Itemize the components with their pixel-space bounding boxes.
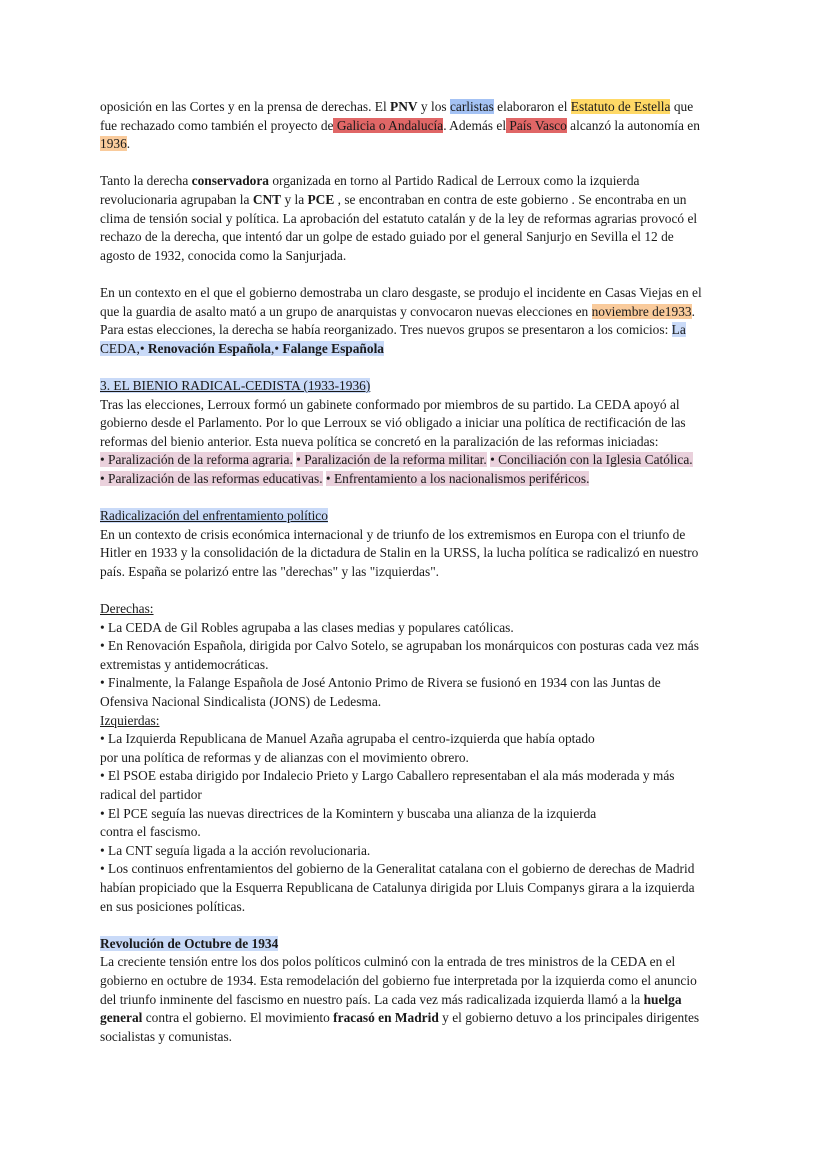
text-line: clima de tensión social y política. La aprobación del estatuto catalán y de la ley de reformas agrarias provocó el [100,210,698,226]
text-line: Tras las elecciones, Lerroux formó un gabinete conformado por miembros de su partido. La CEDA apoyó al [100,396,680,412]
text-line: La creciente tensión entre los dos polos políticos culminó con la entrada de tres ministros de la CEDA en el [100,954,676,970]
bullet-line [100,451,732,470]
subheading-derechas: Derechas: [100,601,154,617]
highlight-noviembre-1933: noviembre de1933 [591,303,692,319]
section-revolucion-octubre [100,935,732,1047]
text-line: • El PCE seguía las nuevas directrices de la Komintern y buscaba una alianza de la izquierda [100,805,597,821]
text-line: gobierno desde el Parlamento. Por lo que Lerroux se vió obligado a iniciar una política de rectificación de las [100,415,686,431]
highlight-bullet: • Conciliación con la Iglesia Católica. [490,452,693,468]
highlight-galicia-andalucia: Galicia o Andalucía [333,117,444,133]
highlight-bullet: • Enfrentamiento a los nacionalismos periféricos. [325,470,590,486]
subheading-izquierdas: Izquierdas: [100,712,160,728]
highlight-year-1936: 1936 [100,136,127,152]
text-line: oposición en las Cortes y en la prensa de derechas. El PNV y los carlistas elaboraron el Estatuto de Estella que [100,99,694,114]
text-line: • La CNT seguía ligada a la acción revolucionaria. [100,842,371,858]
text-line: En un contexto de crisis económica internacional y de triunfo de los extremismos en Europa con el triunfo de [100,526,686,542]
text-line: Para estas elecciones, la derecha se había reorganizado. Tres nuevos grupos se presentaron a los comicios: La [100,322,686,338]
text-line: en sus posiciones políticas. [100,898,246,914]
text-line: revolucionaria agrupaban la CNT y la PCE , se encontraban en contra de este gobierno . Se encontraba en un [100,191,687,207]
text-line: fue rechazado como también el proyecto de Galicia o Andalucía. Además el País Vasco alcanzó la autonomía en [100,117,700,133]
highlight-estatuto-estella: Estatuto de Estella [570,99,671,114]
section-bienio-radical-cedista [100,377,732,489]
section-radicalizacion [100,507,732,581]
paragraph-elections [100,284,732,358]
highlight-parties: CEDA,• Renovación Española,• Falange Española [100,340,384,356]
text-line: general contra el gobierno. El movimiento fracasó en Madrid y el gobierno detuvo a los principales dirigentes [100,1010,700,1026]
text-line: extremistas y antidemocráticas. [100,656,269,672]
highlight-bullet: • Paralización de la reforma agraria. [100,452,293,468]
text-line: Tanto la derecha conservadora organizada en torno al Partido Radical de Lerroux como la izquierda [100,173,640,189]
section-heading: Radicalización del enfrentamiento político [100,508,328,524]
paragraph-autonomy [100,98,732,154]
text-line: 1936. [100,136,131,152]
text-line: rechazo de la derecha, que intentó dar un golpe de estado guiado por el general Sanjurjo en Sevilla el 12 de [100,229,674,245]
text-line [100,340,732,359]
text-line: • Los continuos enfrentamientos del gobierno de la Generalitat catalana con el gobierno de derechas de Madrid [100,861,695,877]
text-line: • El PSOE estaba dirigido por Indalecio Prieto y Largo Caballero representaban el ala más moderada y más [100,768,675,784]
text-line: del triunfo inminente del fascismo en nuestro país. La cada vez más radicalizada izquierda llamó a la huelga [100,991,682,1007]
text-line: contra el fascismo. [100,824,201,840]
pnv-term: PNV [390,99,418,114]
text-line: por una política de reformas y de alianzas con el movimiento obrero. [100,749,469,765]
text-line: habían propiciado que la Esquerra Republicana de Catalunya dirigida por Lluis Companys girara a la izquierda [100,879,695,895]
paragraph-opposition [100,172,732,265]
text-line: • La Izquierda Republicana de Manuel Azaña agrupaba el centro-izquierda que había optado [100,731,595,747]
section-heading: Revolución de Octubre de 1934 [100,935,279,951]
text-line: Ofensiva Nacional Sindicalista (JONS) de Ledesma. [100,694,382,709]
text-line: • Finalmente, la Falange Española de José Antonio Primo de Rivera se fusionó en 1934 con las Juntas de [100,675,661,691]
text-line: país. España se polarizó entre las "derechas" y las "izquierdas". [100,563,440,579]
text-line: radical del partidor [100,786,202,802]
highlight-la: La [671,322,686,338]
text-line: gobierno en octubre de 1934. Esta remodelación del gobierno fue interpretada por la izquierda como el anuncio [100,972,697,988]
text-line: reformas del bienio anterior. Esta nueva política se concretó en la paralización de las reformas iniciadas: [100,433,659,449]
highlight-carlistas: carlistas [449,99,494,114]
highlight-bullet: • Paralización de la reforma militar. [296,452,487,468]
section-derechas [100,600,732,712]
text-line: Hitler en 1933 y la consolidación de la dictadura de Stalin en la URSS, la lucha política se radicalizó en nuestro [100,545,699,561]
highlight-pais-vasco: País Vasco [506,117,567,133]
section-izquierdas [100,712,732,917]
text-line: que la guardia de asalto mató a un grupo de anarquistas y convocaron nuevas elecciones en noviembre de1933. [100,303,695,319]
text-line: • La CEDA de Gil Robles agrupaba a las clases medias y populares católicas. [100,619,514,635]
highlight-bullet: • Paralización de las reformas educativas. [100,470,323,486]
text-line: agosto de 1932, conocida como la Sanjurjada. [100,247,347,263]
bullet-line [100,470,732,489]
section-heading: 3. EL BIENIO RADICAL-CEDISTA (1933-1936) [100,377,371,393]
text-line: En un contexto en el que el gobierno demostraba un claro desgaste, se produjo el incidente en Casas Viejas en el [100,284,702,300]
text-line: socialistas y comunistas. [100,1028,233,1044]
text-line: • En Renovación Española, dirigida por Calvo Sotelo, se agrupaban los monárquicos con posturas cada vez más [100,638,699,654]
